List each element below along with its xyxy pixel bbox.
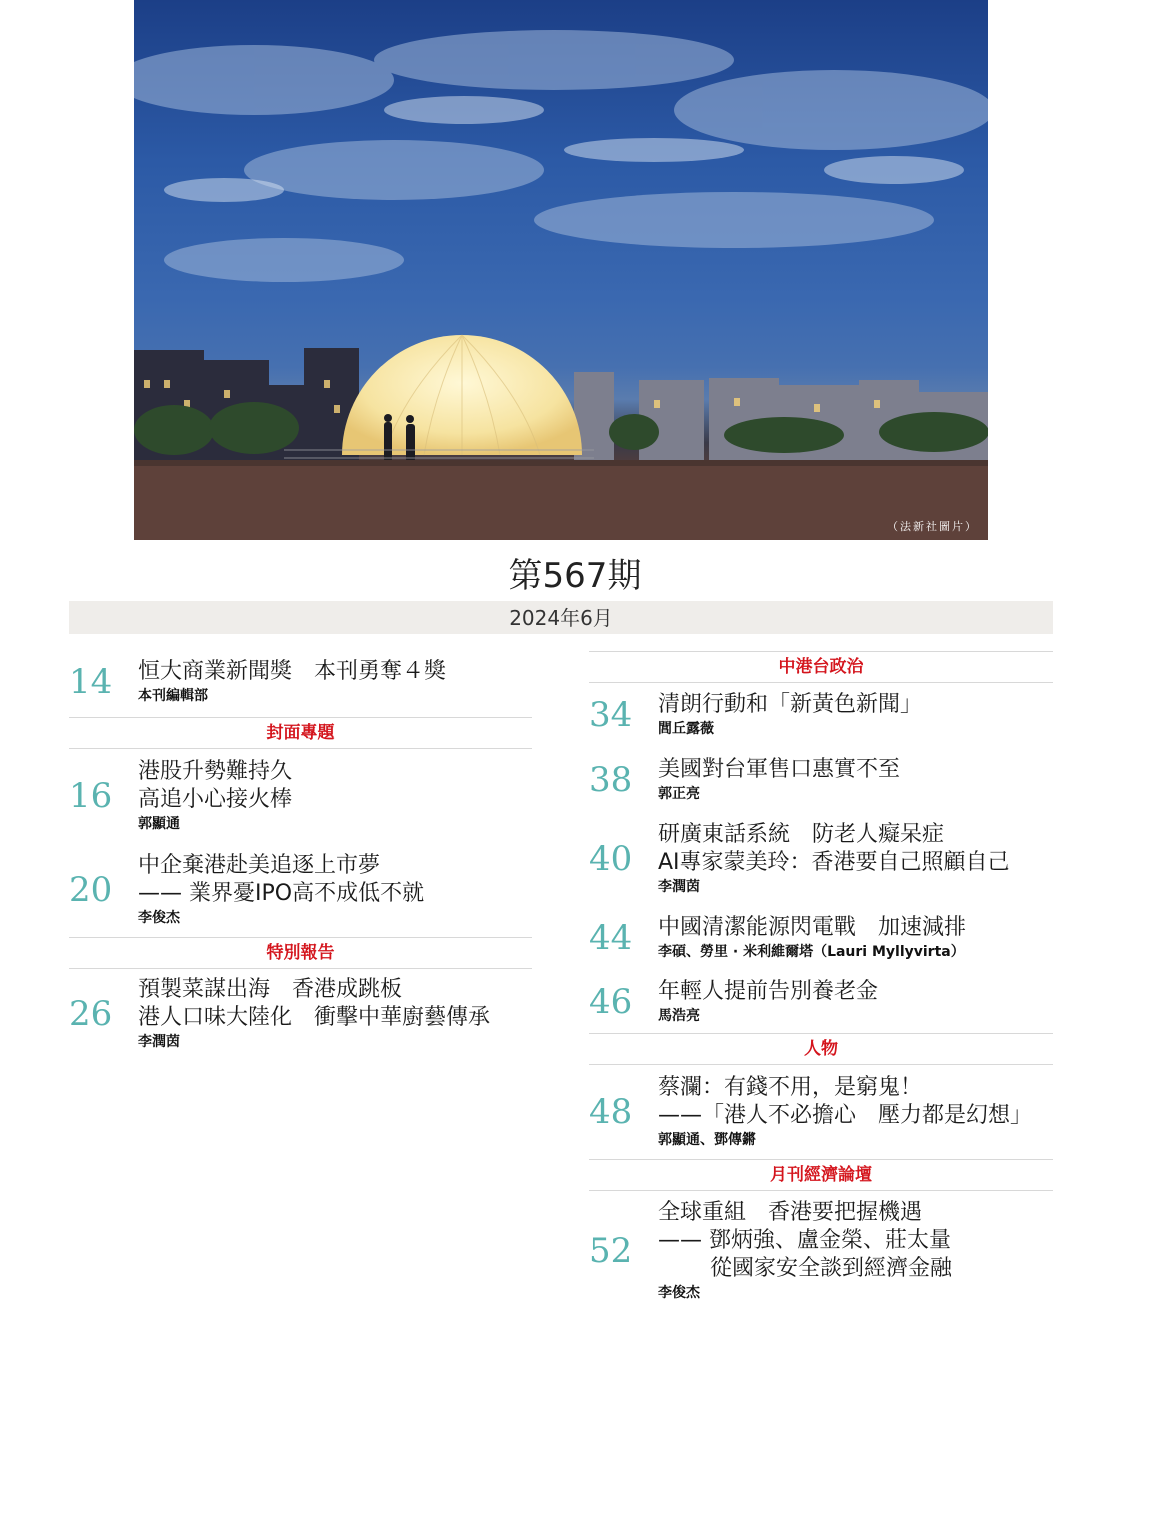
section-header-people: 人物 xyxy=(589,1033,1053,1065)
entry-title: 港股升勢難持久 xyxy=(138,759,293,784)
entry-title: 美國對台軍售口惠實不至 xyxy=(658,757,901,782)
entry-title: —— 鄧炳強、盧金榮、莊太量 xyxy=(658,1228,951,1253)
cover-photo xyxy=(134,0,988,540)
entry-title: 年輕人提前告別養老金 xyxy=(658,979,879,1004)
entry-author: 李潤茵 xyxy=(138,1034,180,1050)
entry-title: 預製菜謀出海 香港成跳板 xyxy=(138,977,403,1002)
section-header-cover: 封面專題 xyxy=(69,717,532,749)
toc-entry-34[interactable] xyxy=(589,683,1053,747)
entry-author: 李碩、勞里 · 米利維爾塔（Lauri Myllyvirta） xyxy=(658,944,965,960)
toc-entry-38[interactable] xyxy=(589,747,1053,813)
entry-title: 蔡瀾：有錢不用，是窮鬼！ xyxy=(658,1075,923,1100)
entry-title: ——「港人不必擔心 壓力都是幻想」 xyxy=(658,1103,1033,1128)
entry-author: 馬浩亮 xyxy=(658,1008,700,1024)
page-number: 14 xyxy=(69,662,113,702)
issue-date: 2024年6月 xyxy=(69,601,1053,634)
entry-title: 港人口味大陸化 衝擊中華廚藝傳承 xyxy=(138,1005,491,1030)
page-number: 52 xyxy=(589,1231,633,1271)
toc-entry-26[interactable] xyxy=(69,969,532,1059)
page-number: 20 xyxy=(69,870,113,910)
entry-author: 李俊杰 xyxy=(138,910,180,926)
section-header-special: 特別報告 xyxy=(69,937,532,969)
entry-author: 李俊杰 xyxy=(658,1285,700,1301)
page-number: 38 xyxy=(589,760,633,800)
toc-right-column xyxy=(589,651,1053,1311)
toc-entry-46[interactable] xyxy=(589,971,1053,1033)
toc-entry-44[interactable] xyxy=(589,905,1053,971)
page-number: 46 xyxy=(589,982,633,1022)
entry-author: 郭顯通 xyxy=(138,816,180,832)
page-number: 48 xyxy=(589,1092,633,1132)
entry-title: 清朗行動和「新黃色新聞」 xyxy=(658,692,923,717)
page-number: 34 xyxy=(589,695,633,735)
entry-author: 郭顯通、鄧傳鏘 xyxy=(658,1132,756,1148)
page-number: 16 xyxy=(69,776,113,816)
entry-author: 閭丘露薇 xyxy=(658,721,714,737)
entry-title: 恒大商業新聞獎 本刊勇奪４獎 xyxy=(138,659,447,684)
entry-title: 全球重組 香港要把握機遇 xyxy=(658,1200,923,1225)
entry-title: —— 業界憂IPO高不成低不就 xyxy=(138,881,425,906)
entry-author: 李潤茵 xyxy=(658,879,700,895)
cover-photo-illustration xyxy=(134,0,988,540)
entry-author: 郭正亮 xyxy=(658,786,700,802)
entry-author: 本刊編輯部 xyxy=(138,688,208,704)
entry-title: 高追小心接火棒 xyxy=(138,787,293,812)
entry-title: AI專家蒙美玲：香港要自己照顧自己 xyxy=(658,850,1010,875)
section-header-forum: 月刊經濟論壇 xyxy=(589,1159,1053,1191)
entry-title: 從國家安全談到經濟金融 xyxy=(710,1256,953,1281)
toc-entry-40[interactable] xyxy=(589,813,1053,905)
issue-title: 第567期 xyxy=(508,556,642,596)
toc-entry-48[interactable] xyxy=(589,1065,1053,1159)
toc-entry-52[interactable] xyxy=(589,1191,1053,1311)
toc-entry-16[interactable] xyxy=(69,749,532,843)
section-header-politics: 中港台政治 xyxy=(589,651,1053,683)
entry-title: 中企棄港赴美追逐上市夢 xyxy=(138,853,381,878)
photo-credit: （法新社圖片） xyxy=(887,520,978,533)
toc-entry-14[interactable] xyxy=(69,648,532,716)
toc-entry-20[interactable] xyxy=(69,843,532,937)
page-number: 40 xyxy=(589,839,633,879)
page-number: 44 xyxy=(589,918,633,958)
page-number: 26 xyxy=(69,994,113,1034)
entry-title: 中國清潔能源閃電戰 加速減排 xyxy=(658,915,967,940)
toc-left-column xyxy=(69,648,532,1059)
entry-title: 研廣東話系統 防老人癡呆症 xyxy=(658,822,945,847)
